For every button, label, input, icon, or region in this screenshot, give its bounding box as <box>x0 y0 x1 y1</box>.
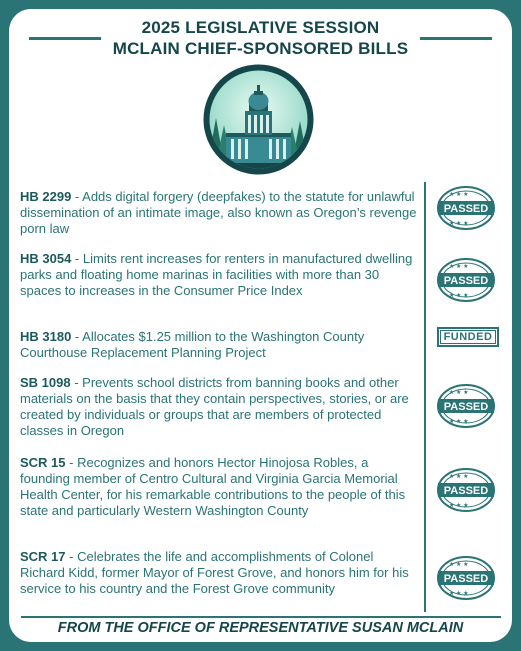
funded-badge: FUNDED <box>437 327 499 347</box>
svg-text:★ ★ ★: ★ ★ ★ <box>449 390 469 396</box>
status-divider <box>424 182 426 612</box>
bill-description: - Recognizes and honors Hector Hinojosa Robles, a founding member of Centro Cultural and Virginia Garcia Memorial Health Center, for his remarkable contributions to the people of this state and particularly Western Washington County <box>20 455 406 518</box>
svg-text:★ ★ ★: ★ ★ ★ <box>449 419 469 425</box>
svg-text:★ ★ ★: ★ ★ ★ <box>449 562 469 568</box>
passed-stamp-icon <box>435 467 497 513</box>
bill-item-hb2299 <box>20 189 420 237</box>
stamp-label: PASSED <box>443 203 489 215</box>
header-title-line1: 2025 LEGISLATIVE SESSION <box>141 18 380 37</box>
capitol-building-icon <box>202 63 315 176</box>
bill-item-scr17 <box>20 549 420 597</box>
bill-code: SB 1098 <box>20 375 71 390</box>
header-title-line2: MCLAIN CHIEF-SPONSORED BILLS <box>112 39 409 58</box>
svg-text:★ ★ ★: ★ ★ ★ <box>449 264 469 270</box>
bill-item-hb3180 <box>20 329 420 361</box>
bill-description: - Adds digital forgery (deepfakes) to the statute for unlawful dissemination of an intimate image, also known as Oregon’s revenge porn law <box>20 189 417 236</box>
svg-text:★ ★ ★: ★ ★ ★ <box>449 591 469 597</box>
svg-text:★ ★ ★: ★ ★ ★ <box>449 503 469 509</box>
stamp-label: PASSED <box>443 485 489 497</box>
bill-description: - Celebrates the life and accomplishments of Colonel Richard Kidd, former Mayor of Forest Grove, and honors him for his service to his country and the Forest Grove community <box>20 549 409 596</box>
bill-item-scr15 <box>20 455 420 519</box>
bill-description: - Prevents school districts from banning books and other materials on the basis that they contain perspectives, stories, or are created by individuals or groups that are members of protected classes in Oregon <box>20 375 409 438</box>
bill-code: SCR 17 <box>20 549 66 564</box>
bill-code: SCR 15 <box>20 455 66 470</box>
bill-code: HB 2299 <box>20 189 72 204</box>
stamp-label: PASSED <box>443 401 489 413</box>
bill-description: - Allocates $1.25 million to the Washington County Courthouse Replacement Planning Project <box>20 329 365 360</box>
passed-stamp-icon <box>435 555 497 601</box>
bill-description: - Limits rent increases for renters in manufactured dwelling parks and floating home marinas in facilities with more than 30 spaces to increases in the Consumer Price Index <box>20 251 413 298</box>
stamp-label: PASSED <box>443 573 489 585</box>
bill-summary-card <box>9 9 512 642</box>
bill-code: HB 3180 <box>20 329 72 344</box>
header-rule-right <box>420 37 492 40</box>
header-rule-left <box>29 37 101 40</box>
svg-text:★ ★ ★: ★ ★ ★ <box>449 192 469 198</box>
svg-text:★ ★ ★: ★ ★ ★ <box>449 293 469 299</box>
footer-rule <box>21 616 501 618</box>
passed-stamp-icon <box>435 383 497 429</box>
bill-code: HB 3054 <box>20 251 72 266</box>
passed-stamp-icon <box>435 185 497 231</box>
stamp-label: PASSED <box>443 275 489 287</box>
passed-stamp-icon <box>435 257 497 303</box>
bill-item-sb1098 <box>20 375 420 439</box>
svg-text:★ ★ ★: ★ ★ ★ <box>449 474 469 480</box>
footer-text: FROM THE OFFICE OF REPRESENTATIVE SUSAN MCLAIN <box>57 620 464 636</box>
svg-text:★ ★ ★: ★ ★ ★ <box>449 221 469 227</box>
bill-item-hb3054 <box>20 251 420 299</box>
